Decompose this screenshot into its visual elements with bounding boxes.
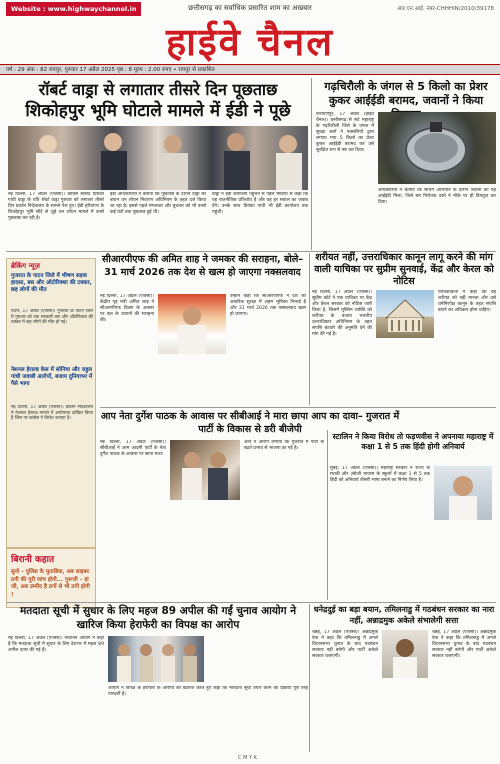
story-6-headline[interactable]: स्टालिन ने किया विरोध तो फड़णवीस ने अपनाया महाराष्ट्र में कक्षा 1 से 5 तक हिंदी होगी अनिवार्य	[332, 432, 494, 451]
leader-portrait-icon	[382, 630, 428, 678]
story-8-headline[interactable]: धनेद्रदुई का बड़ा बयान, तमिलनाडु में गठबंधन सरकार का नारा नहीं, अन्नाद्रमुक अकेले संभालेगी सत्ता	[313, 605, 495, 625]
story-1-body-c: वाड्रा ने ईडी कार्यालय पहुंचने से पहले मीडिया से कहा कि यह राजनीतिक प्रतिशोध है और वह हर सवाल का जवाब देंगे। उनके साथ प्रियंका गांधी भी ईडी कार्यालय तक पहुंचीं।	[212, 192, 308, 215]
story-5-headline[interactable]: आप नेता दुर्गेश पाठक के आवास पर सीबीआई ने मारा छापा आप का दावा– गुजरात में पार्टी के विकास से डरी बीजेपी	[100, 411, 400, 435]
story-3-body-a: नई दिल्ली, 17 अप्रैल (एजेंसी)। केंद्रीय गृह मंत्री अमित शाह ने सीआरपीएफ दिवस के अवसर पर बल के जवानों की सराहना की।	[100, 294, 154, 323]
story-1-photo-figures	[8, 126, 308, 190]
story-8-body-b: चेन्नई, 17 अप्रैल (एजेंसी)। अन्नाद्रमुक नेता ने कहा कि तमिलनाडु में अगले विधानसभा चुनाव के बाद गठबंधन सरकार नहीं बनेगी और पार्टी अकेले सरकार चलाएगी।	[432, 630, 496, 659]
story-3-body-b: उन्होंने कहा कि सीआरपीएफ ने देश की आंतरिक सुरक्षा में अहम भूमिका निभाई है और 31 मार्च 2026 तक नक्सलवाद खत्म हो जाएगा।	[230, 294, 306, 317]
politician-figures-icon	[170, 440, 240, 500]
kirani-kahat-box	[6, 548, 96, 608]
story-8-photo	[382, 630, 428, 678]
story-7-photo	[108, 636, 204, 682]
supreme-court-icon	[376, 290, 434, 338]
fadnavis-portrait-icon	[434, 466, 492, 520]
story-5-photo	[170, 440, 240, 500]
dateline: वर्ष : 29 अंक : 82 रायपुर, गुरुवार 17 अप्रैल 2025 पृष्ठ : 8 मूल्य : 2.00 रुपए • रायपुर से प्रकाशित	[0, 64, 500, 75]
story-2-headline[interactable]: गढ़चिरौली के जंगल से 5 किलो का प्रेशर कुकर आईईडी बरामद, जवानों ने किया	[324, 80, 488, 107]
newspaper-logo	[0, 20, 500, 64]
story-3-photo	[158, 294, 226, 354]
story-5-body-a: नई दिल्ली, 17 अप्रैल (एजेंसी)। सीबीआई ने आम आदमी पार्टी के नेता दुर्गेश पाठक के आवास पर छापा मारा।	[100, 440, 166, 457]
story-2-photo-ied	[378, 112, 496, 184]
story-7-body-a: नई दिल्ली, 17 अप्रैल (एजेंसी)। निर्वाचन आयोग ने कहा है कि मतदाता सूची में सुधार के लिए देशभर में महज 89 अपील दायर की गई हैं।	[8, 636, 104, 653]
column-divider	[309, 253, 310, 405]
breaking-item-1-headline[interactable]: गुजरात के पाटन जिले में भीषण सड़क हादसा, बस और ऑटोरिक्शा की टक्कर, छह लोगों की मौत	[11, 273, 92, 293]
breaking-item-2-text: नई दिल्ली, 17 अप्रैल (एजेंसी)। प्रवर्तन निदेशालय ने नेशनल हेराल्ड मामले में आरोपपत्र दाखिल किया है जिस पर कांग्रेस ने विरोध जताया है।	[11, 405, 93, 422]
story-1-headline[interactable]: रॉबर्ट वाड्रा से लगातार तीसरे दिन पूछताछ	[38, 80, 278, 99]
story-1-subheadline[interactable]: शिकोहपुर भूमि घोटाले मामले में ईडी ने पूछे	[25, 101, 291, 121]
column-divider	[311, 78, 312, 250]
story-2-body-a: नारायणपुर, 17 अप्रैल (हाईवे चैनल)। छत्तीसगढ़ से सटे महाराष्ट्र के गढ़चिरौली जिले के जंगल में सुरक्षा बलों ने नक्सलियों द्वारा लगाया गया 5 किलो का प्रेशर कुकर आईईडी बरामद कर उसे सुरक्षित रूप से नष्ट कर दिया।	[316, 112, 374, 153]
kirani-kahat-heading: बिरानी कहात	[11, 555, 55, 565]
voters-queue-icon	[108, 636, 204, 682]
story-7-body-b: आयोग ने विपक्ष के हेराफेरी के आरोपों को खारिज करते हुए कहा कि मतदाता सूची तैयार करने की प्रक्रिया पूरी तरह पारदर्शी है।	[108, 686, 308, 697]
breaking-news-box	[6, 258, 96, 548]
section-divider	[6, 602, 496, 603]
story-1-photo	[8, 126, 308, 190]
story-1-body-b: ईडी अधिकारियों ने बताया कि पूछताछ के दौरान वाड्रा का बयान धन शोधन निवारण अधिनियम के तहत दर्ज किया जा रहा है। इससे पहले मंगलवार और बुधवार को भी उनसे कई घंटों तक पूछताछ हुई थी।	[110, 192, 206, 215]
speaker-figure-icon	[158, 294, 226, 354]
story-6-photo	[434, 466, 492, 520]
cmyk-marker: C M Y K	[238, 755, 257, 761]
breaking-item-1-text: पाटन, 17 अप्रैल (एजेंसी)। गुजरात के पाटन जिले में गुरुवार को एक सरकारी बस और ऑटोरिक्शा की टक्कर में छह लोगों की मौत हो गई।	[11, 309, 93, 326]
story-8-body-a: चेन्नई, 17 अप्रैल (एजेंसी)। अन्नाद्रमुक नेता ने कहा कि तमिलनाडु में अगले विधानसभा चुनाव के बाद गठबंधन सरकार नहीं बनेगी और पार्टी अकेले सरकार चलाएगी।	[312, 630, 378, 659]
story-4-body-b: याचिकाकर्ता ने कहा कि वह शरीयत को नहीं मानता और उसे धर्मनिरपेक्ष कानून के तहत संपत्ति बांटने का अधिकार होना चाहिए।	[438, 290, 496, 313]
story-5-body-b: आप ने आरोप लगाया कि गुजरात में पार्टी के बढ़ते प्रभाव से भाजपा डर गई है।	[244, 440, 324, 451]
story-1-body-a: नई दिल्ली, 17 अप्रैल (एजेंसी)। कांग्रेस सांसद प्रियंका गांधी वाड्रा के पति रॉबर्ट वाड्रा गुरुवार को लगातार तीसरे दिन प्रवर्तन निदेशालय के सामने पेश हुए। ईडी हरियाणा के शिकोहपुर भूमि सौदे से जुड़े धन शोधन मामले में उनसे पूछताछ कर रही है।	[8, 192, 104, 221]
story-7-headline[interactable]: मतदाता सूची में सुधार के लिए महज 89 अपील की गईं चुनाव आयोग ने खारिज किया हेराफेरी का विपक्ष का आरोप	[19, 605, 297, 631]
pressure-cooker-icon	[378, 112, 496, 184]
story-2-body-b: अधिकारियों ने बताया कि सर्चिंग अभियान के दौरान जवानों को यह आईईडी मिला, जिसे बम निरोधक दस्ते ने मौके पर ही डिफ्यूज कर दिया।	[378, 188, 496, 205]
story-4-body-a: नई दिल्ली, 17 अप्रैल (एजेंसी)। सुप्रीम कोर्ट ने एक याचिका पर केंद्र और केरल सरकार को नोटिस जारी किया है, जिसमें मुस्लिम व्यक्ति को शरीयत के बजाय भारतीय उत्तराधिकार अधिनियम के तहत संपत्ति बंटवारे की अनुमति देने की मांग की गई है।	[312, 290, 372, 337]
logo-text: हाईवे चैनल	[165, 19, 335, 64]
kirani-kahat-text: सुनो – पुलिस के मुताबिक, अब साइबर ठगी की पूरी जांच होगी... गुरूजी – हां जी, अब उम्मीद है ठगों से भी ठगी होगी !	[11, 569, 90, 598]
website-label[interactable]: Website : www.highwaychannel.in	[6, 2, 141, 16]
breaking-item-2-headline[interactable]: नेशनल हेराल्ड केस में सोनिया और राहुल गांधी जवाबी आरोपों, बजाय दुनियाभर में पैसे भागा	[11, 367, 93, 387]
story-3-headline[interactable]: सीआरपीएफ की अमित शाह ने जमकर की सराहना, बोले– 31 मार्च 2026 तक देश से खत्म हो जाएगा नक्सलवाद	[101, 254, 304, 278]
column-divider	[327, 430, 328, 600]
column-divider	[309, 604, 310, 752]
masthead-tagline: छत्तीसगढ़ का सर्वाधिक प्रसारित शाम का अखबार	[188, 4, 312, 12]
story-4-headline[interactable]: शरीयत नहीं, उत्तराधिकार कानून लागू करने की मांग वाली याचिका पर सुप्रीम सुनवाई, केंद्र और केरल को नोटिस	[314, 252, 494, 287]
story-6-body-a: मुंबई, 17 अप्रैल (एजेंसी)। महाराष्ट्र सरकार ने राज्य के मराठी और अंग्रेजी माध्यम के स्कूलों में कक्षा 1 से 5 तक हिंदी को अनिवार्य तीसरी भाषा बनाने का निर्णय लिया है।	[330, 466, 430, 483]
reg-number: आर.एन.आई. नंबर-CHHHIN/2010/39178	[397, 6, 494, 12]
story-4-photo-supreme-court	[376, 290, 434, 338]
section-divider	[100, 407, 496, 408]
breaking-news-heading: ब्रेकिंग न्यूज़	[11, 262, 40, 270]
